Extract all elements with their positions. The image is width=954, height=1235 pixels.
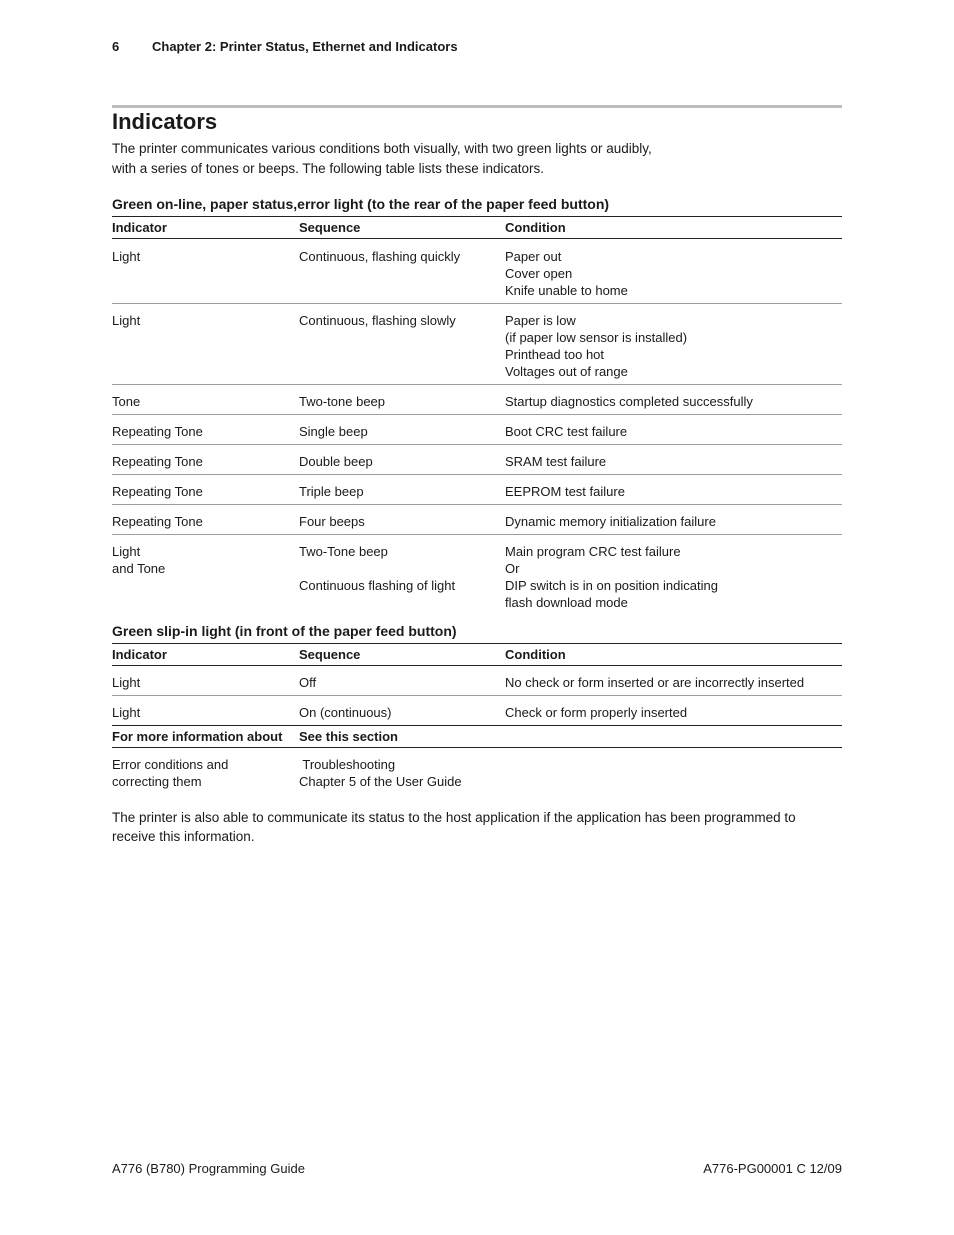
intro-paragraph	[112, 139, 682, 179]
page-footer	[112, 1161, 842, 1176]
table-row	[112, 304, 842, 385]
indicator-cell: Light	[112, 666, 299, 696]
main-content	[112, 109, 842, 846]
table-row	[112, 535, 842, 616]
indicator-cell: Tone	[112, 385, 299, 415]
condition-cell: Boot CRC test failure	[505, 415, 842, 445]
indicator-cell: Light and Tone	[112, 544, 166, 576]
sequence-cell: Two-Tone beep Continuous flashing of light	[299, 544, 456, 593]
page-number: 6	[112, 39, 120, 54]
sequence-cell: Single beep	[299, 415, 505, 445]
column-header-section: See this section	[299, 726, 505, 748]
indicator-table-main	[112, 216, 842, 615]
column-header-condition: Condition	[505, 644, 842, 666]
table-row	[112, 445, 842, 475]
table-header-row	[112, 644, 842, 666]
condition-cell: No check or form inserted or are incorrectly inserted	[505, 666, 842, 696]
indicator-cell: Light	[112, 705, 141, 720]
indicator-cell: Repeating Tone	[112, 475, 299, 505]
footer-doc-number: A776-PG00001 C 12/09	[703, 1161, 842, 1176]
sequence-cell: Four beeps	[299, 505, 505, 535]
table-row	[112, 385, 842, 415]
indicator-cell: Repeating Tone	[112, 505, 299, 535]
condition-cell: EEPROM test failure	[505, 475, 842, 505]
condition-cell: Check or form properly inserted	[505, 705, 688, 720]
section-cell: Troubleshooting Chapter 5 of the User Guide	[299, 757, 462, 789]
condition-cell: Startup diagnostics completed successfully	[505, 385, 842, 415]
closing-paragraph: The printer is also able to communicate its status to the host application if the application has been programmed to receive this information.	[112, 810, 796, 844]
condition-cell: Dynamic memory initialization failure	[505, 505, 842, 535]
table1-title: Green on-line, paper status,error light (to the rear of the paper feed button)	[112, 196, 610, 212]
top-rule	[112, 105, 842, 108]
sequence-cell: Double beep	[299, 445, 505, 475]
sequence-cell: Continuous, flashing quickly	[299, 239, 505, 304]
page-header	[112, 39, 458, 54]
more-information-table	[112, 725, 842, 794]
condition-cell: Paper out Cover open Knife unable to home	[505, 239, 842, 304]
column-header-condition: Condition	[505, 217, 842, 239]
indicator-cell: Light	[112, 239, 299, 304]
condition-cell: Main program CRC test failure Or DIP switch is in on position indicating flash download mode	[505, 544, 718, 610]
intro-line: with a series of tones or beeps. The following table lists these indicators.	[112, 161, 544, 176]
table-row	[112, 748, 842, 795]
sequence-cell: Triple beep	[299, 475, 505, 505]
column-header-indicator: Indicator	[112, 217, 299, 239]
sequence-cell: On (continuous)	[299, 705, 392, 720]
slip-in-light-table	[112, 643, 842, 725]
sequence-cell: Off	[299, 666, 505, 696]
condition-cell: Paper is low (if paper low sensor is installed) Printhead too hot Voltages out of range	[505, 304, 842, 385]
topic-cell: Error conditions and correcting them	[112, 757, 229, 789]
column-header-sequence: Sequence	[299, 217, 505, 239]
column-header-indicator: Indicator	[112, 644, 299, 666]
table-row	[112, 239, 842, 304]
sequence-cell: Two-tone beep	[299, 385, 505, 415]
table-row	[112, 666, 842, 696]
indicator-cell: Repeating Tone	[112, 415, 299, 445]
indicator-cell: Repeating Tone	[112, 445, 299, 475]
column-header-topic: For more information about	[112, 726, 299, 748]
chapter-title: Chapter 2: Printer Status, Ethernet and Indicators	[152, 39, 458, 54]
table-header-row	[112, 217, 842, 239]
column-header-sequence: Sequence	[299, 644, 505, 666]
table2-title: Green slip-in light (in front of the paper feed button)	[112, 623, 457, 639]
table-row	[112, 505, 842, 535]
table-row	[112, 415, 842, 445]
indicator-cell: Light	[112, 304, 299, 385]
intro-line: The printer communicates various conditions both visually, with two green lights or audibly,	[112, 141, 652, 156]
condition-cell: SRAM test failure	[505, 445, 842, 475]
sequence-cell: Continuous, flashing slowly	[299, 304, 505, 385]
table-header-row	[112, 726, 842, 748]
table-row	[112, 696, 842, 726]
table-row	[112, 475, 842, 505]
section-title: Indicators	[112, 109, 218, 134]
footer-title: A776 (B780) Programming Guide	[112, 1161, 305, 1176]
